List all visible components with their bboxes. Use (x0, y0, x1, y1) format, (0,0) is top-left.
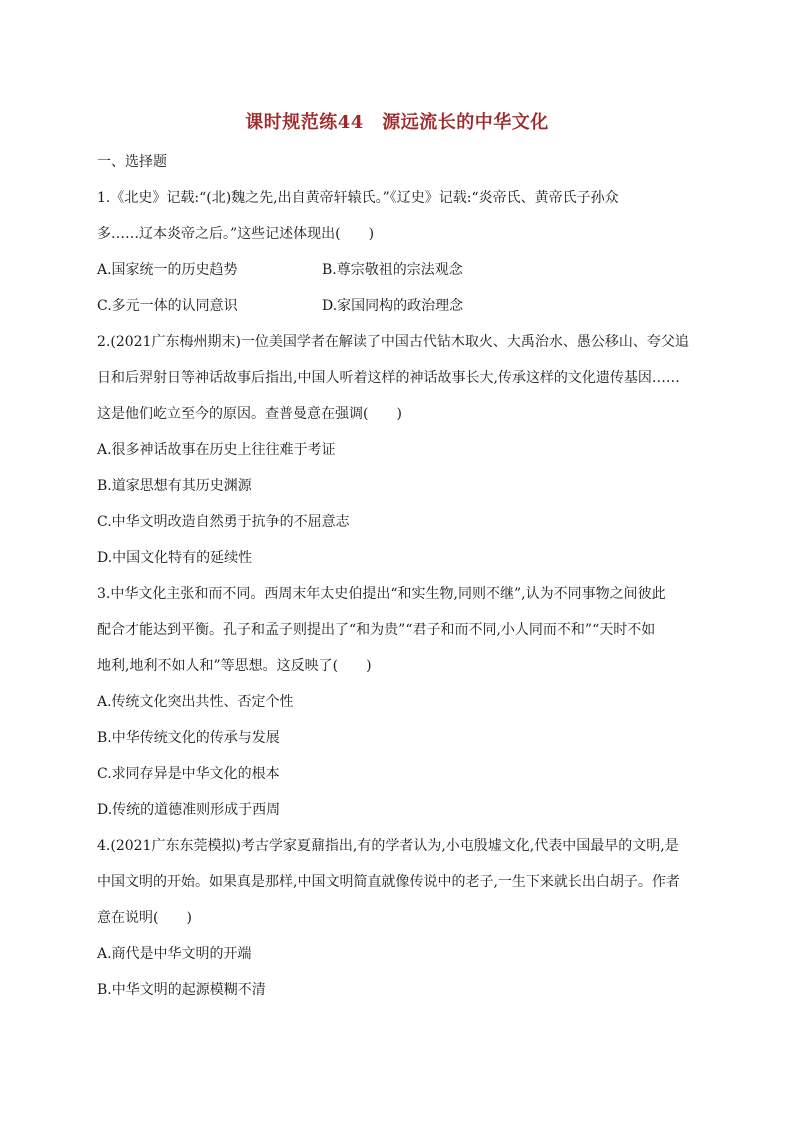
q4-option-b: B.中华文明的起源模糊不清 (97, 982, 266, 998)
q4-stem-line-2: 中国文明的开始。如果真是那样,中国文明简直就像传说中的老子,一生下来就长出白胡子。作者 (97, 874, 680, 890)
q2-stem-line-3: 这是他们屹立至今的原因。查普曼意在强调( ) (97, 406, 402, 422)
q1-option-a: A.国家统一的历史趋势 (97, 262, 238, 278)
q3-option-c: C.求同存异是中华文化的根本 (97, 766, 280, 782)
q2-option-a: A.很多神话故事在历史上往往难于考证 (97, 442, 336, 458)
q1-option-c: C.多元一体的认同意识 (97, 298, 238, 314)
q3-option-a: A.传统文化突出共性、否定个性 (97, 694, 294, 710)
q2-stem-line-2: 日和后羿射日等神话故事后指出,中国人听着这样的神话故事长大,传承这样的文化遗传基因…… (97, 370, 680, 386)
q3-stem-line-1: 3.中华文化主张和而不同。西周末年太史伯提出“和实生物,同则不继”,认为不同事物之间彼此 (97, 586, 666, 602)
q3-option-b: B.中华传统文化的传承与发展 (97, 730, 280, 746)
q3-option-d: D.传统的道德准则形成于西周 (97, 802, 281, 818)
q4-stem-line-1: 4.(2021广东东莞模拟)考古学家夏鼐指出,有的学者认为,小屯殷墟文化,代表中国最早的文明,是 (97, 838, 679, 854)
q2-option-d: D.中国文化特有的延续性 (97, 550, 253, 566)
q1-option-b: B.尊宗敬祖的宗法观念 (322, 262, 463, 278)
q3-stem-line-2: 配合才能达到平衡。孔子和孟子则提出了“和为贵”“君子和而不同,小人同而不和”“天时不如 (97, 622, 656, 638)
q2-option-c: C.中华文明改造自然勇于抗争的不屈意志 (97, 514, 350, 530)
q1-option-d: D.家国同构的政治理念 (322, 298, 464, 314)
section-heading: 一、选择题 (97, 154, 167, 170)
q1-stem-line-2: 多……辽本炎帝之后。”这些记述体现出( ) (97, 226, 375, 242)
q3-stem-line-3: 地利,地利不如人和”等思想。这反映了( ) (97, 658, 372, 674)
q4-option-a: A.商代是中华文明的开端 (97, 946, 252, 962)
page-title: 课时规范练44 源远流长的中华文化 (245, 112, 549, 133)
q1-stem-line-1: 1.《北史》记载:“(北)魏之先,出自黄帝轩辕氏。”《辽史》记载:“炎帝氏、黄帝氏子孙众 (97, 190, 619, 206)
q4-stem-line-3: 意在说明( ) (97, 910, 192, 926)
q2-option-b: B.道家思想有其历史渊源 (97, 478, 252, 494)
q2-stem-line-1: 2.(2021广东梅州期末)一位美国学者在解读了中国古代钻木取火、大禹治水、愚公移山、夸父追 (97, 334, 689, 350)
